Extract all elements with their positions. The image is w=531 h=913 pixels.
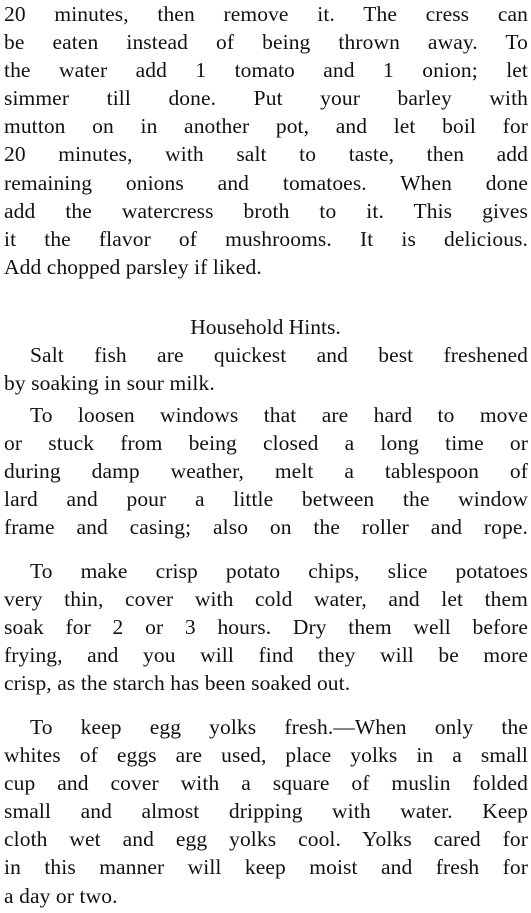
text-line: To loosen windows that are hard to move	[30, 403, 528, 427]
text-line: the water add 1 tomato and 1 onion; let	[4, 58, 528, 83]
text-line: Salt fish are quickest and best freshened	[30, 343, 528, 367]
hint-egg-yolks-paragraph	[4, 713, 528, 910]
text-line: simmer till done. Put your barley with	[4, 86, 528, 111]
text-line: To keep egg yolks fresh.—When only the	[30, 715, 528, 739]
text-line: whites of eggs are used, place yolks in a small	[4, 743, 528, 768]
text-line: by soaking in sour milk.	[4, 371, 215, 396]
text-line: add the watercress broth to it. This gives	[4, 198, 528, 223]
text-line: cup and cover with a square of muslin folded	[4, 771, 528, 796]
text-line: To make crisp potato chips, slice potatoes	[30, 559, 528, 583]
text-line: in this manner will keep moist and fresh for	[4, 855, 528, 880]
text-line: it the flavor of mushrooms. It is delicious.	[4, 226, 528, 251]
section-heading-household-hints: Household Hints.	[190, 315, 341, 339]
hint-potato-chips-paragraph	[4, 557, 528, 697]
recipe-continuation-paragraph	[4, 0, 528, 281]
text-line: frame and casing; also on the roller and rope.	[4, 515, 528, 540]
hint-windows-paragraph	[4, 401, 528, 541]
text-line: cloth wet and egg yolks cool. Yolks cared for	[4, 827, 528, 852]
text-line: Add chopped parsley if liked.	[4, 254, 262, 279]
text-line: lard and pour a little between the window	[4, 487, 528, 512]
text-line: mutton on in another pot, and let boil for	[4, 114, 528, 139]
text-line: remaining onions and tomatoes. When done	[4, 170, 528, 195]
text-line: very thin, cover with cold water, and let them	[4, 587, 528, 612]
text-line: during damp weather, melt a tablespoon of	[4, 459, 528, 484]
text-line: soak for 2 or 3 hours. Dry them well before	[4, 615, 528, 640]
text-line: small and almost dripping with water. Keep	[4, 799, 528, 824]
hint-salt-fish-paragraph	[4, 341, 528, 397]
text-line: be eaten instead of being thrown away. To	[4, 30, 528, 55]
text-line: 20 minutes, with salt to taste, then add	[4, 142, 528, 167]
text-line: or stuck from being closed a long time or	[4, 431, 528, 456]
text-line: frying, and you will find they will be more	[4, 643, 528, 668]
text-line: 20 minutes, then remove it. The cress can	[4, 2, 528, 26]
text-line: crisp, as the starch has been soaked out.	[4, 671, 351, 696]
text-line: a day or two.	[4, 883, 118, 908]
